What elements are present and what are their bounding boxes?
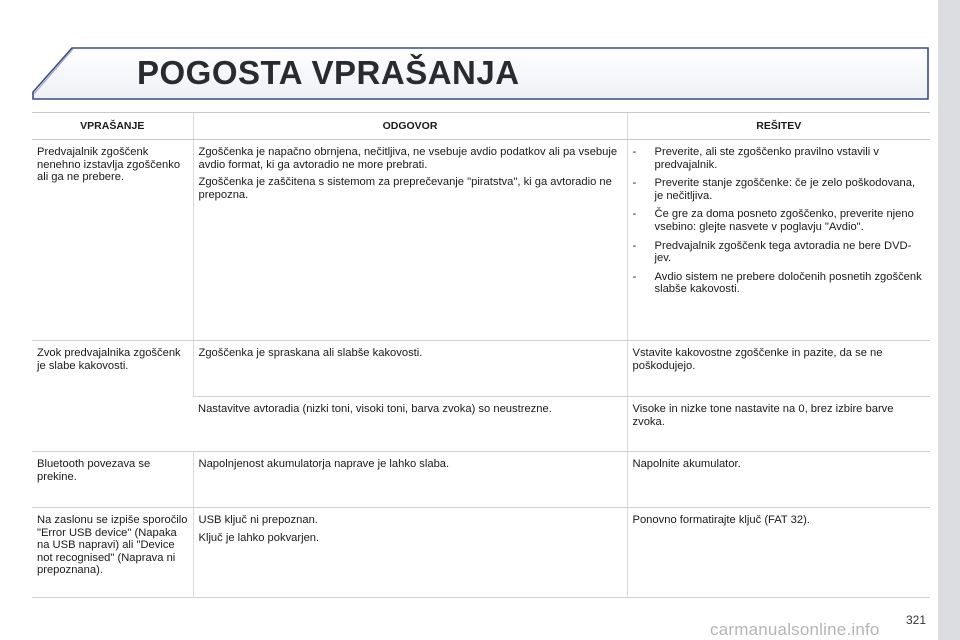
solution-text: Preverite stanje zgoščenke: če je zelo poškodovana, je nečitljiva. <box>654 177 916 202</box>
answer-text: USB ključ ni prepoznan. <box>198 514 318 526</box>
answer-text: Zgoščenka je zaščitena s sistemom za preprečevanje "piratstva", ki ga avtoradio ne prepozna. <box>198 176 612 201</box>
answer-cell: Zgoščenka je spraskana ali slabše kakovosti. <box>193 341 627 397</box>
solution-item: - Avdio sistem ne prebere določenih posnetih zgoščenk slabše kakovosti. <box>632 270 922 296</box>
question-cell: Bluetooth povezava se prekine. <box>32 452 193 508</box>
answer-cell <box>193 508 627 598</box>
solution-text: Če gre za doma posneto zgoščenko, preverite njeno vsebino: glejte nasvete v poglavju "Avdio". <box>654 208 914 233</box>
solution-item: - Če gre za doma posneto zgoščenko, preverite njeno vsebino: glejte nasvete v poglavju "Avdio". <box>632 208 914 233</box>
question-cell: Zvok predvajalnika zgoščenk je slabe kakovosti. <box>32 341 193 452</box>
solution-item: - Preverite stanje zgoščenke: če je zelo poškodovana, je nečitljiva. <box>632 177 916 202</box>
solution-item: - Preverite, ali ste zgoščenko pravilno vstavili v predvajalnik. <box>632 146 879 171</box>
question-cell: Predvajalnik zgoščenk nenehno izstavlja zgoščenko ali ga ne prebere. <box>32 140 193 341</box>
watermark: carmanualsonline.info <box>710 620 880 639</box>
table-row <box>32 341 930 397</box>
answer-cell: Napolnjenost akumulatorja naprave je lahko slaba. <box>193 452 627 508</box>
column-header-solution: REŠITEV <box>627 113 930 140</box>
table-row <box>32 508 930 598</box>
column-header-question: VPRAŠANJE <box>32 113 193 140</box>
solution-cell: Visoke in nizke tone nastavite na 0, brez izbire barve zvoka. <box>627 397 930 452</box>
solution-list <box>633 146 927 296</box>
page-number: 321 <box>906 613 927 627</box>
column-header-answer: ODGOVOR <box>193 113 627 140</box>
solution-cell <box>627 140 930 341</box>
answer-cell <box>193 140 627 341</box>
solution-cell: Napolnite akumulator. <box>627 452 930 508</box>
question-cell: Na zaslonu se izpiše sporočilo "Error USB device" (Napaka na USB napravi) ali "Device not recognised" (Naprava ni prepoznana). <box>32 508 193 598</box>
page-title: POGOSTA VPRAŠANJA <box>137 54 520 91</box>
solution-text: Avdio sistem ne prebere določenih posnetih zgoščenk slabše kakovosti. <box>654 270 922 296</box>
table-row <box>32 140 930 341</box>
table-header-row <box>32 113 930 140</box>
solution-text: Predvajalnik zgoščenk tega avtoradia ne bere DVD-jev. <box>654 239 912 265</box>
faq-table <box>32 112 930 598</box>
solution-text: Preverite, ali ste zgoščenko pravilno vstavili v predvajalnik. <box>654 146 879 171</box>
solution-cell: Vstavite kakovostne zgoščenke in pazite, da se ne poškodujejo. <box>627 341 930 397</box>
solution-cell: Ponovno formatirajte ključ (FAT 32). <box>627 508 930 598</box>
solution-item: - Predvajalnik zgoščenk tega avtoradia ne bere DVD-jev. <box>632 239 912 265</box>
answer-text: Ključ je lahko pokvarjen. <box>198 531 320 544</box>
table-row <box>32 452 930 508</box>
answer-text: Zgoščenka je napačno obrnjena, nečitljiva, ne vsebuje avdio podatkov ali pa vsebuje avdio format, ki ga avtoradio ne more prebrati. <box>198 146 618 171</box>
answer-cell: Nastavitve avtoradia (nizki toni, visoki toni, barva zvoka) so neustrezne. <box>193 397 627 452</box>
